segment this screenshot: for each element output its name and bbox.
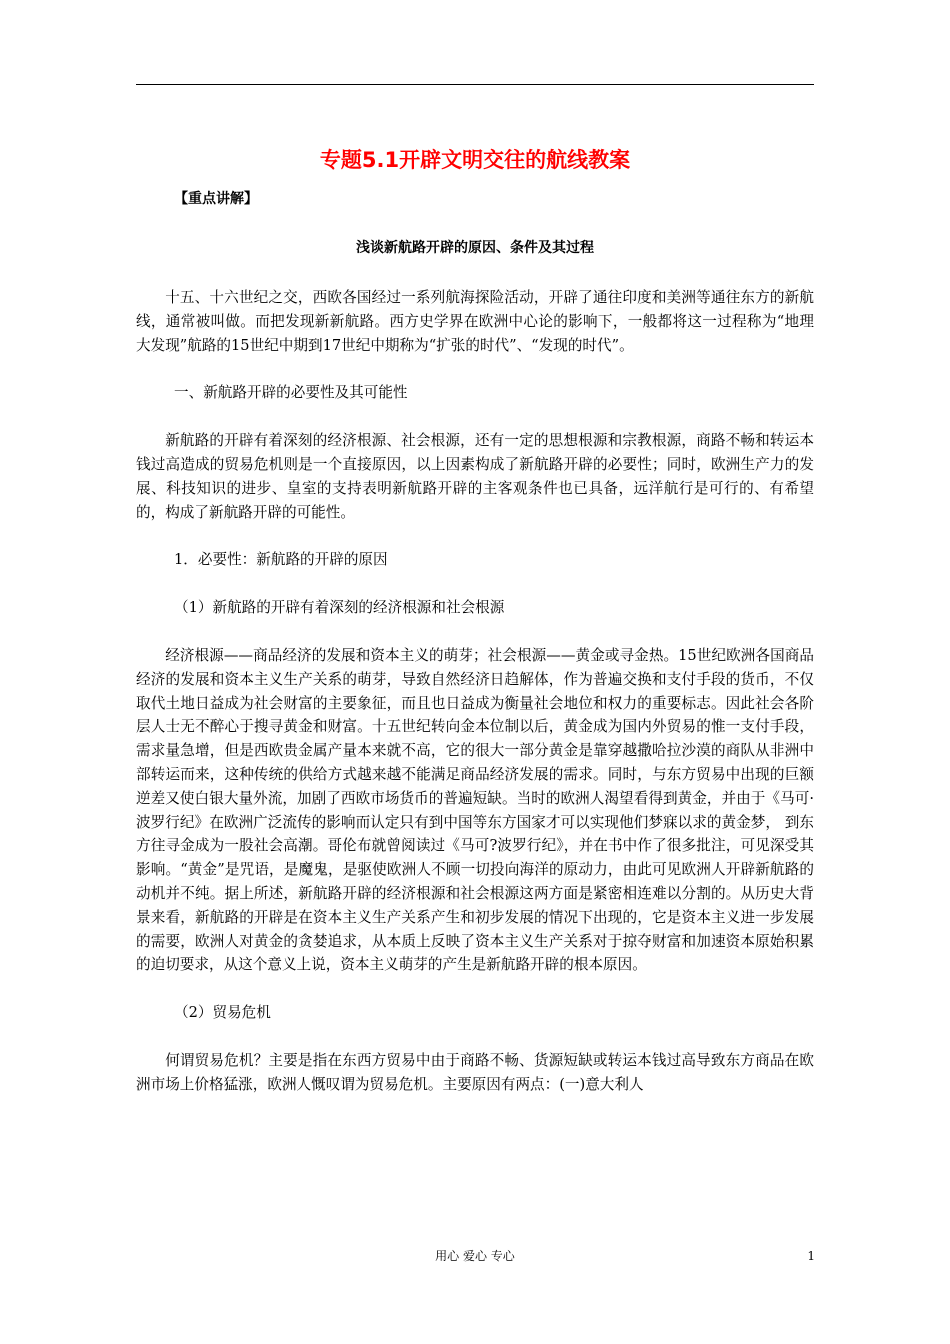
subsection-heading: （1）新航路的开辟有着深刻的经济根源和社会根源 <box>174 599 505 617</box>
section-heading: 一、新航路开辟的必要性及其可能性 <box>174 384 408 402</box>
body-paragraph: 十五、十六世纪之交，西欧各国经过一系列航海探险活动，开辟了通往印度和美洲等通往东方的新航线，通常被叫做。而把发现新新航路。西方史学界在欧洲中心论的影响下，一般都将这一过程称为“地理大发现”航路的15世纪中期到17世纪中期称为“扩张的时代”、“发现的时代”。 <box>136 289 814 354</box>
body-paragraph: 经济根源——商品经济的发展和资本主义的萌芽；社会根源——黄金或寻金热。15世纪欧洲各国商品经济的发展和资本主义生产关系的萌芽，导致自然经济日趋解体，作为普遍交换和支付手段的货币，不仅取代土地日益成为社会财富的主要象征，而且也日益成为衡量社会地位和权力的重要标志。因此社会各阶层人士无不醉心于搜寻黄金和财富。十五世纪转向金本位制以后，黄金成为国内外贸易的惟一支付手段，需求量急增，但是西欧贵金属产量本来就不高，它的很大一部分黄金是靠穿越撒哈拉沙漠的商队从非洲中部转运而来，这种传统的供给方式越来越不能满足商品经济发展的需求。同时，与东方贸易中出现的巨额逆差又使白银大量外流，加剧了西欧市场货币的普遍短缺。当时的欧洲人渴望看得到黄金，并由于《马可·波罗行纪》在欧洲广泛流传的影响而认定只有到中国等东方国家才可以实现他们梦寐以求的黄金梦， 到东方往寻金成为一股社会高潮。哥伦布就曾阅读过《马可?波罗行纪》，并在书中作了很多批注，可见深受其影响。“黄金”是咒语，是魔鬼，是驱使欧洲人不顾一切投向海洋的原动力，由此可见欧洲人开辟新航路的动机并不纯。据上所述，新航路开辟的经济根源和社会根源这两方面是紧密相连难以分割的。从历史大背景来看，新航路的开辟是在资本主义生产关系产生和初步发展的情况下出现的，它是资本主义进一步发展的需要，欧洲人对黄金的贪婪追求，从本质上反映了资本主义生产关系对于掠夺财富和加速资本原始积累的迫切要求，从这个意义上说，资本主义萌芽的产生是新航路开辟的根本原因。 <box>136 646 814 974</box>
article-subtitle: 浅谈新航路开辟的原因、条件及其过程 <box>356 240 594 256</box>
document-body <box>136 286 814 1121</box>
page-number: 1 <box>807 1249 815 1263</box>
header-rule <box>136 84 814 85</box>
section-label: 【重点讲解】 <box>174 191 258 207</box>
footer-text: 用心 爱心 专心 <box>435 1249 515 1263</box>
subsection-heading: 1．必要性：新航路的开辟的原因 <box>174 551 388 569</box>
body-paragraph: 何谓贸易危机？主要是指在东西方贸易中由于商路不畅、货源短缺或转运本钱过高导致东方商品在欧洲市场上价格猛涨，欧洲人慨叹谓为贸易危机。主要原因有两点：(一)意大利人 <box>136 1051 814 1093</box>
document-title: 专题5.1开辟文明交往的航线教案 <box>319 148 631 172</box>
body-paragraph: 新航路的开辟有着深刻的经济根源、社会根源，还有一定的思想根源和宗教根源，商路不畅和转运本钱过高造成的贸易危机则是一个直接原因，以上因素构成了新航路开辟的必要性；同时，欧洲生产力的发展、科技知识的进步、皇室的支持表明新航路开辟的主客观条件也已具备，远洋航行是可行的、有希望的，构成了新航路开辟的可能性。 <box>136 432 814 521</box>
subsection-heading: （2）贸易危机 <box>174 1004 271 1022</box>
